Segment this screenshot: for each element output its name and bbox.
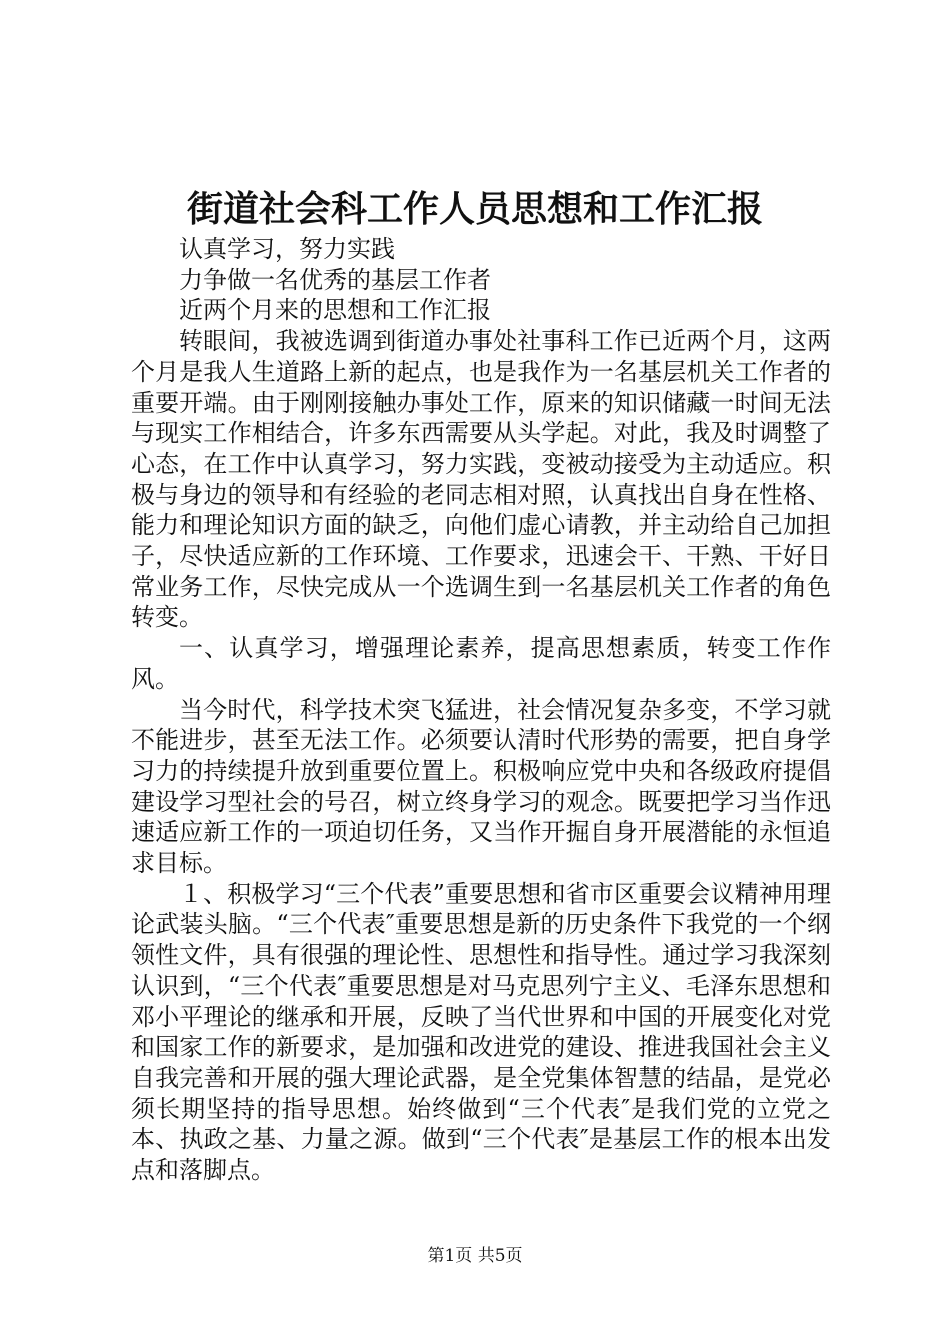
- subtitle-line: 认真学习，努力实践: [179, 235, 395, 263]
- subtitle-line: 力争做一名优秀的基层工作者: [179, 265, 491, 294]
- subtitle-line: 近两个月来的思想和工作汇报: [179, 296, 491, 325]
- page-number: 第1页 共5页: [427, 1246, 523, 1266]
- body-paragraph: 转眼间，我被选调到街道办事处社事科工作已近两个月，这两个月是我人生道路上新的起点，也是我作为一名基层机关工作者的重要开端。由于刚刚接触办事处工作，原来的知识储藏一时间无法与现实工作相结合，许多东西需要从头学起。对此，我及时调整了心态，在工作中认真学习，努力实践，变被动接受为主动适应。积极与身边的领导和有经验的老同志相对照，认真找出自身在性格、能力和理论知识方面的缺乏，向他们虚心请教，并主动给自己加担子，尽快适应新的工作环境、工作要求，迅速会干、干熟、干好日常业务工作，尽快完成从一个选调生到一名基层机关工作者的角色转变。: [131, 327, 831, 632]
- document-title: 街道社会科工作人员思想和工作汇报: [186, 188, 763, 230]
- document-body: [131, 234, 831, 1186]
- section-heading: 一、认真学习，增强理论素养，提高思想素质，转变工作作风。: [131, 634, 831, 693]
- body-paragraph: 当今时代，科学技术突飞猛进，社会情况复杂多变，不学习就不能进步，甚至无法工作。必须要认清时代形势的需要，把自身学习力的持续提升放到重要位置上。积极响应党中央和各级政府提倡建设学习型社会的号召，树立终身学习的观念。既要把学习当作迅速适应新工作的一项迫切任务，又当作开掘自身开展潜能的永恒追求目标。: [131, 695, 831, 878]
- body-paragraph: １、积极学习“三个代表”重要思想和省市区重要会议精神用理论武装头脑。“三个代表″重要思想是新的历史条件下我党的一个纲领性文件，具有很强的理论性、思想性和指导性。通过学习我深刻认识到，“三个代表″重要思想是对马克思列宁主义、毛泽东思想和邓小平理论的继承和开展，反映了当代世界和中国的开展变化对党和国家工作的新要求，是加强和改进党的建设、推进我国社会主义自我完善和开展的强大理论武器，是全党集体智慧的结晶，是党必须长期坚持的指导思想。始终做到“三个代表″是我们党的立党之本、执政之基、力量之源。做到“三个代表″是基层工作的根本出发点和落脚点。: [131, 879, 831, 1185]
